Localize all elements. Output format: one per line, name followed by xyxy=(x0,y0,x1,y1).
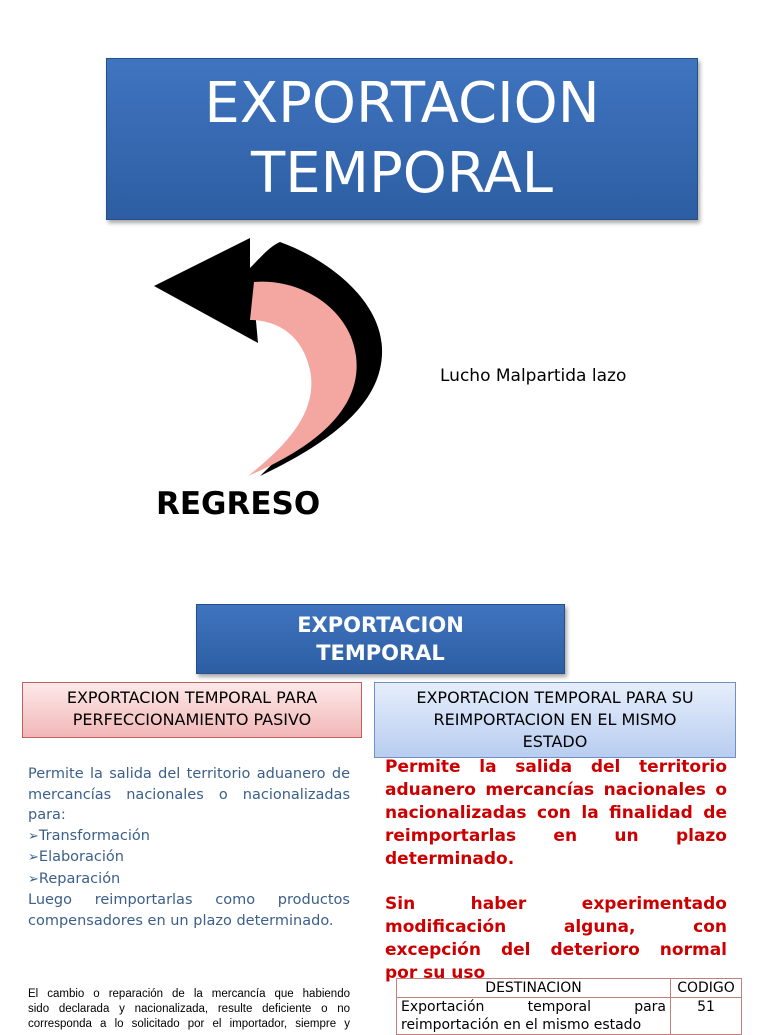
red-line: reimportarlas en un plazo xyxy=(385,826,727,846)
category-mismo-estado-line-3: ESTADO xyxy=(522,732,588,751)
list-item xyxy=(28,826,350,848)
author-name: Lucho Malpartida lazo xyxy=(440,366,627,386)
pasivo-intro-line: Permite la salida del territorio aduanero de xyxy=(28,766,350,782)
category-pasivo-line-1: EXPORTACION TEMPORAL PARA xyxy=(66,688,318,707)
pasivo-outro-line: compensadores en un plazo determinado. xyxy=(28,912,334,929)
red-line: por su uso xyxy=(385,963,486,983)
category-mismo-estado-line-2: REIMPORTACION EN EL MISMO xyxy=(433,710,677,729)
list-item xyxy=(28,847,350,869)
note-line: sido declarada y nacionalizada, resulte deficiente o no xyxy=(28,1003,350,1015)
arrow-bullet-icon: ➢ xyxy=(28,828,39,844)
note-line: corresponda a lo solicitado por el importador, siempre y xyxy=(28,1018,350,1030)
bullet-text: Reparación xyxy=(38,870,121,887)
category-mismo-estado-line-1: EXPORTACION TEMPORAL PARA SU xyxy=(416,688,694,707)
pasivo-outro-line: Luego reimportarlas como productos xyxy=(28,892,350,908)
red-line: nacionalizadas con la finalidad de xyxy=(385,803,727,823)
red-line: Sin haber experimentado xyxy=(385,894,727,914)
bullet-text: Elaboración xyxy=(38,849,124,865)
mismo-estado-description xyxy=(385,756,727,985)
subtitle-line-2: TEMPORAL xyxy=(316,641,445,665)
title-line-1: EXPORTACION xyxy=(204,71,600,136)
category-box-mismo-estado xyxy=(374,682,736,758)
list-item xyxy=(28,869,350,891)
regreso-logo xyxy=(150,238,390,520)
category-pasivo-line-2: PERFECCIONAMIENTO PASIVO xyxy=(72,710,312,729)
curved-back-arrow-icon xyxy=(150,238,390,520)
pasivo-intro-line: para: xyxy=(28,807,66,823)
reparacion-note xyxy=(28,987,350,1032)
arrow-bullet-icon: ➢ xyxy=(28,850,39,865)
pasivo-description xyxy=(28,764,350,931)
note-line: El cambio o reparación de la mercancía que habiendo xyxy=(28,988,350,1000)
destination-line: reimportación en el mismo estado xyxy=(401,1017,642,1033)
red-line: aduanero mercancías nacionales o xyxy=(385,780,727,800)
title-banner xyxy=(106,58,698,220)
red-line: determinado. xyxy=(385,849,515,869)
red-line: Permite la salida del territorio xyxy=(385,757,727,777)
pasivo-intro-line: mercancías nacionales o nacionalizadas xyxy=(28,786,350,803)
red-line: modificación alguna, con xyxy=(385,917,727,937)
red-line: excepción del deterioro normal xyxy=(385,940,727,960)
code-cell: 51 xyxy=(671,998,742,1035)
destination-table xyxy=(396,978,742,1035)
table-row xyxy=(397,998,742,1035)
title-line-2: TEMPORAL xyxy=(251,141,553,206)
destination-line: Exportación temporal para xyxy=(401,999,666,1015)
column-header-destination: DESTINACION xyxy=(397,979,671,998)
subtitle-line-1: EXPORTACION xyxy=(297,613,464,637)
category-box-pasivo xyxy=(22,682,362,738)
destination-cell xyxy=(397,998,671,1035)
bullet-text: Transformación xyxy=(38,827,150,844)
subtitle-banner xyxy=(196,604,565,674)
arrow-bullet-icon: ➢ xyxy=(28,871,39,887)
regreso-text: REGRESO xyxy=(156,486,321,520)
table-header-row xyxy=(397,979,742,998)
column-header-code: CODIGO xyxy=(671,979,742,998)
paragraph-gap xyxy=(385,871,727,893)
